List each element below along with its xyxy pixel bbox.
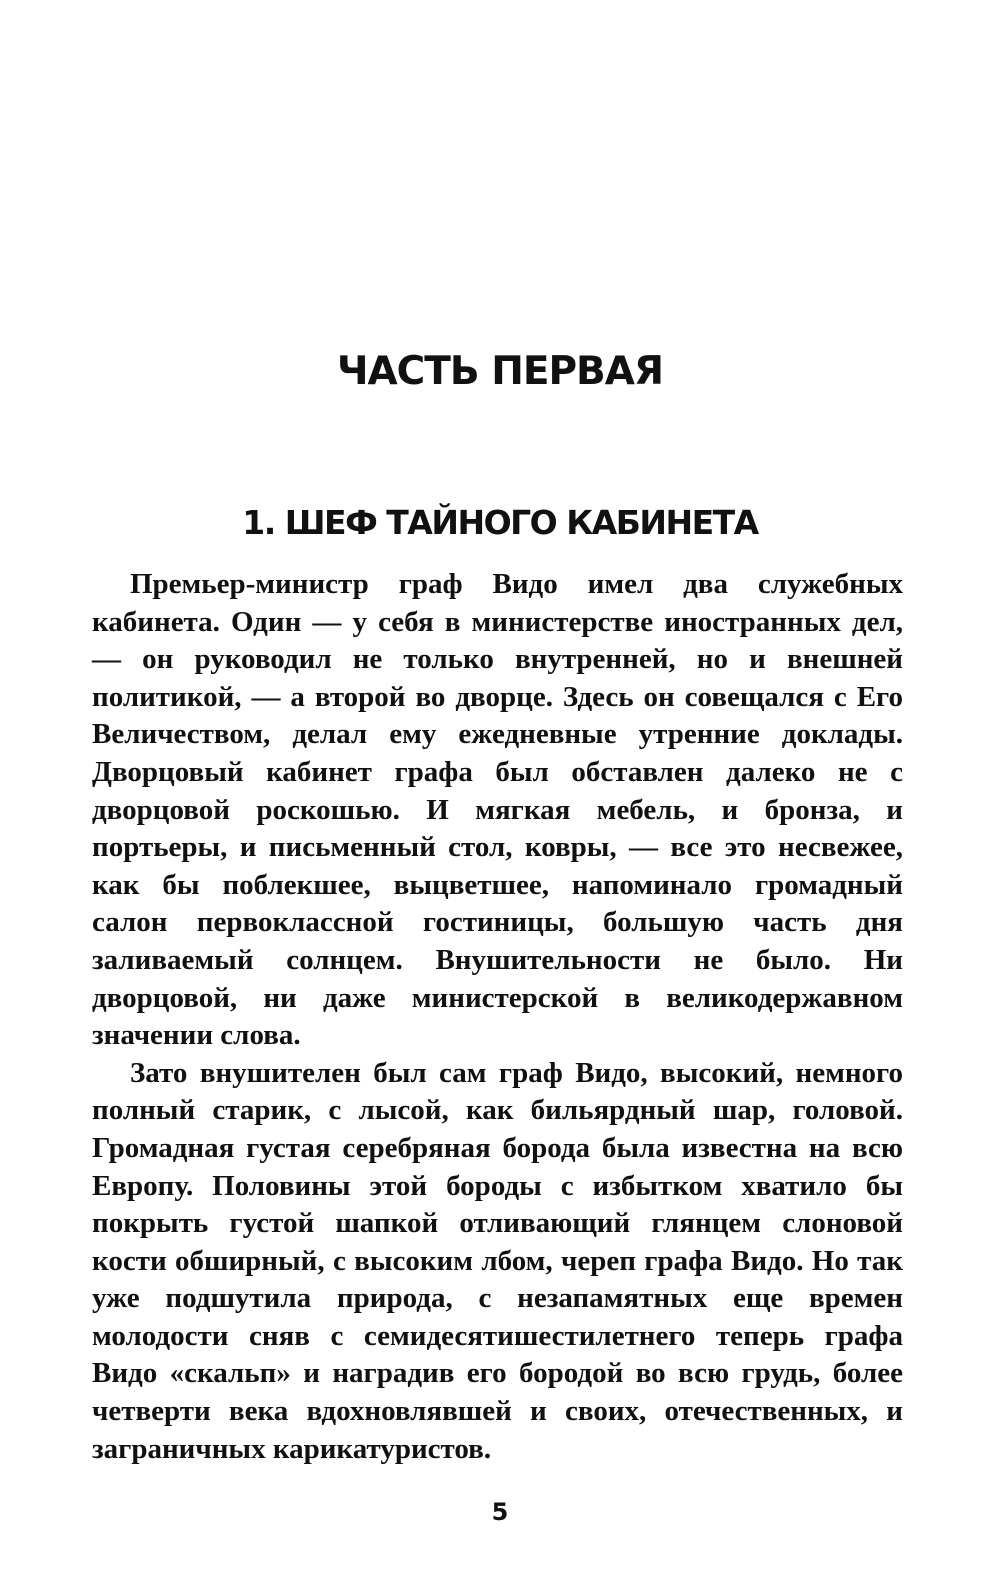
page-number: 5 [491,1498,509,1526]
chapter-title: 1. ШЕФ ТАЙНОГО КАБИНЕТА [242,503,758,542]
paragraph: Зато внушителен был сам граф Видо, высокий, немного полный старик, с лысой, как бильярдный шар, головой. Громадная густая серебряная борода была известна на всю Европу. Половины этой бороды с избытком хватило бы покрыть густой шапкой отливающий глянцем слоновой кости обширный, с высоким лбом, череп графа Видо. Но так уже подшутила природа, с незапамятных еще времен молодости сняв с семидесятишестилетнего теперь графа Видо «скальп» и наградив его бородой во всю грудь, более четверти века вдохновлявшей и своих, отечественных, и заграничных карикатуристов. [92,1056,903,1465]
paragraph: Премьер-министр граф Видо имел два служебных кабинета. Один — у себя в министерстве иностранных дел, — он руководил не только внутренней, но и внешней политикой, — а второй во дворце. Здесь он совещался с Его Величеством, делал ему ежедневные утренние доклады. Дворцовый кабинет графа был обставлен далеко не с дворцовой роскошью. И мягкая мебель, и бронза, и портьеры, и письменный стол, ковры, — все это несвежее, как бы поблекшее, выцветшее, напоминало громадный салон первоклассной гостиницы, большую часть дня заливаемый солнцем. Внушительности не было. Ни дворцовой, ни даже министерской в великодержавном значении слова. [92,568,903,1052]
body-text [92,566,903,1468]
part-title: ЧАСТЬ ПЕРВАЯ [336,349,664,394]
